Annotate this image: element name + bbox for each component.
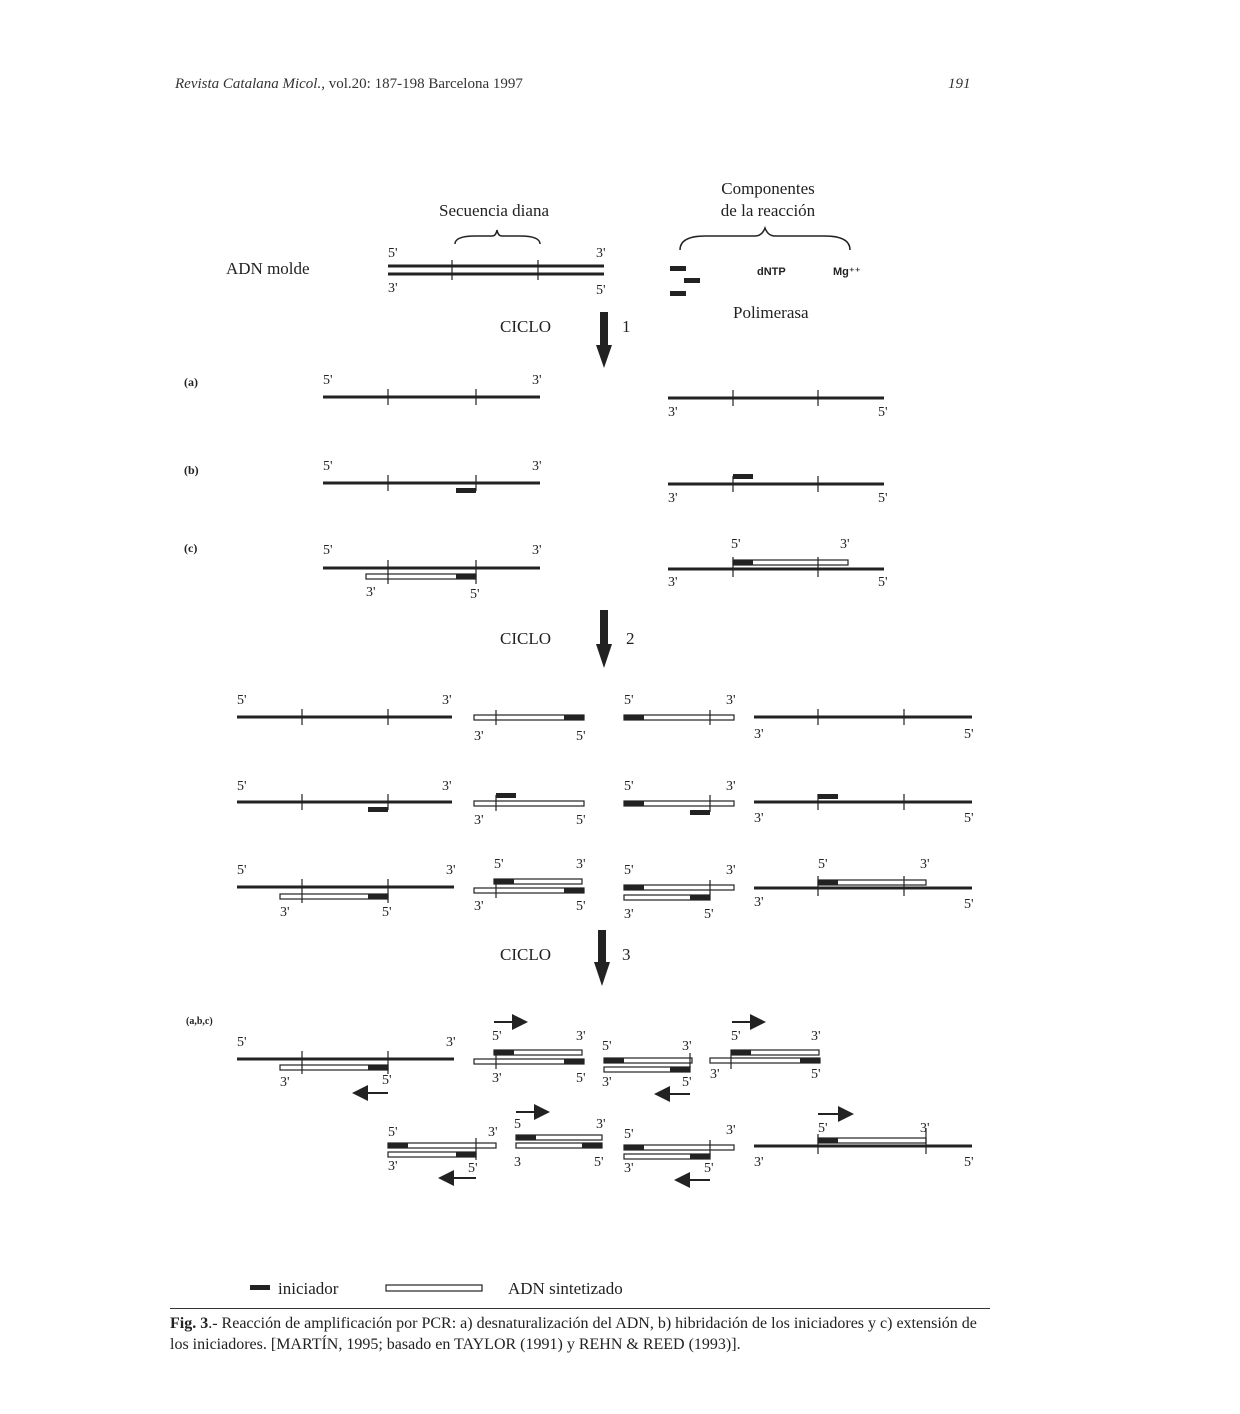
label-3prime: 3' [532,543,542,558]
primer [494,879,514,884]
label-5prime: 5' [964,727,974,742]
label-3prime: 3' [668,575,678,590]
primer [733,560,753,565]
journal-name: Revista Catalana Micol., [175,76,325,92]
label-3prime: 3' [726,779,736,794]
legend-primer-swatch [250,1285,270,1290]
label-5prime: 5' [624,779,634,794]
label-3prime: 3' [388,281,398,296]
primer [624,885,644,890]
target-sequence-label: Secuencia diana [439,201,549,220]
primer [388,1143,408,1148]
primer [582,1143,602,1148]
label-5prime: 5' [878,405,888,420]
label-5prime: 5' [576,813,586,828]
primer [368,894,388,899]
step-b-label: (b) [184,463,199,477]
label-3prime: 3' [668,405,678,420]
label-5prime: 5' [964,1155,974,1170]
primer [494,1050,514,1055]
primer-symbol [684,278,700,283]
label-3prime: 3' [492,1071,502,1086]
primer [624,1145,644,1150]
label-3prime: 3' [576,1029,586,1044]
label-3prime: 3' [754,895,764,910]
primer [368,1065,388,1070]
label-5prime: 5' [388,246,398,261]
label-5prime: 5' [382,1073,392,1088]
page-number: 191 [948,76,971,92]
primer [690,895,710,900]
mg-label: Mg⁺⁺ [833,266,861,278]
label-3prime: 3' [596,1117,606,1132]
step-abc-label: (a,b,c) [186,1016,213,1027]
primer [368,807,388,812]
label-5prime: 5' [818,1121,828,1136]
label-5prime: 5' [624,1127,634,1142]
label-3prime: 3' [596,246,606,261]
legend-synth-swatch [386,1285,482,1291]
primer [731,1050,751,1055]
label-5prime: 5' [596,283,606,298]
primer [818,794,838,799]
cycle-3-number: 3 [622,945,631,964]
label-5prime: 5' [323,459,333,474]
label-5prime: 5' [964,897,974,912]
primer [564,888,584,893]
label-3prime: 3' [754,727,764,742]
dntp-label: dNTP [757,266,786,278]
label-5prime: 5' [494,857,504,872]
label-3prime: 3' [474,729,484,744]
label-5prime: 5' [237,1035,247,1050]
step-a-label: (a) [184,375,198,389]
caption-text: .- Reacción de amplificación por PCR: a) desnaturalización del ADN, b) hibridación de los iniciadores y c) extensión de los iniciadores. [MARTÍN, 1995; basado en TAYLOR (1991) y REHN & REED (1993)]. [170,1315,977,1353]
polymerase-label: Polimerasa [733,303,809,322]
label-5prime: 5' [731,537,741,552]
legend-primer-label: iniciador [278,1279,339,1298]
cycle-arrow-down [594,930,610,986]
primer [496,793,516,798]
cycle-1-number: 1 [622,317,631,336]
label-3prime: 3' [624,1161,634,1176]
primer [564,715,584,720]
label-5prime: 5' [470,587,480,602]
label-5prime: 5' [237,863,247,878]
volume: vol.20: [324,76,375,92]
label-3prime: 3' [710,1067,720,1082]
label-3prime: 3' [726,1123,736,1138]
components-brace [680,228,850,250]
label-5prime: 5' [468,1161,478,1176]
cycle-3-word: CICLO [500,945,551,964]
label-3prime: 3' [446,863,456,878]
label-3prime: 3' [280,905,290,920]
primer [604,1058,624,1063]
components-label-1: Componentes [721,179,815,198]
primer [456,574,476,579]
label-3prime: 3' [388,1159,398,1174]
label-5prime: 5' [388,1125,398,1140]
label-3prime: 3' [668,491,678,506]
legend-synth-label: ADN sintetizado [508,1279,623,1298]
label-5prime: 5' [624,693,634,708]
cycle-2-number: 2 [626,629,635,648]
pages-place-year: 187-198 Barcelona 1997 [374,76,523,92]
label-3prime: 3' [624,907,634,922]
label-3prime: 3 [514,1155,521,1170]
label-3prime: 3' [366,585,376,600]
primer [818,1138,838,1143]
primer [624,801,644,806]
label-5prime: 5' [382,905,392,920]
label-3prime: 3' [726,693,736,708]
label-5prime: 5' [576,1071,586,1086]
step-c-label: (c) [184,541,198,555]
label-5prime: 5' [878,491,888,506]
cycle-1-word: CICLO [500,317,551,336]
target-brace [455,230,540,244]
figure-label: Fig. 3 [170,1315,209,1332]
cycle-arrow-down [596,312,612,368]
primer [624,715,644,720]
label-3prime: 3' [576,857,586,872]
primer [690,810,710,815]
synthesized-dna [474,801,584,806]
primer [690,1154,710,1159]
label-5prime: 5 [514,1117,521,1132]
primer [456,1152,476,1157]
label-5prime: 5' [731,1029,741,1044]
label-3prime: 3' [840,537,850,552]
label-3prime: 3' [811,1029,821,1044]
primer [456,488,476,493]
cycle-arrow-down [596,610,612,668]
template-dna-label: ADN molde [226,259,310,278]
label-5prime: 5' [624,863,634,878]
label-5prime: 5' [594,1155,604,1170]
label-5prime: 5' [682,1075,692,1090]
primer [564,1059,584,1064]
label-5prime: 5' [576,729,586,744]
label-5prime: 5' [704,1161,714,1176]
label-5prime: 5' [818,857,828,872]
label-3prime: 3' [920,857,930,872]
label-3prime: 3' [754,1155,764,1170]
label-5prime: 5' [602,1039,612,1054]
figure-caption [170,1308,990,1355]
label-3prime: 3' [532,373,542,388]
label-3prime: 3' [442,693,452,708]
primer [733,474,753,479]
primer-symbol [670,266,686,271]
label-3prime: 3' [602,1075,612,1090]
label-5prime: 5' [964,811,974,826]
primer [670,1067,690,1072]
label-3prime: 3' [446,1035,456,1050]
primer [818,880,838,885]
cycle-2-word: CICLO [500,629,551,648]
label-5prime: 5' [492,1029,502,1044]
label-5prime: 5' [704,907,714,922]
label-3prime: 3' [488,1125,498,1140]
label-5prime: 5' [811,1067,821,1082]
primer [800,1058,820,1063]
label-5prime: 5' [237,779,247,794]
label-5prime: 5' [323,543,333,558]
label-3prime: 3' [682,1039,692,1054]
label-5prime: 5' [576,899,586,914]
label-5prime: 5' [878,575,888,590]
primer-symbol [670,291,686,296]
label-3prime: 3' [726,863,736,878]
label-3prime: 3' [280,1075,290,1090]
label-3prime: 3' [474,813,484,828]
label-3prime: 3' [754,811,764,826]
components-label-2: de la reacción [720,201,816,220]
label-5prime: 5' [237,693,247,708]
label-5prime: 5' [323,373,333,388]
label-3prime: 3' [474,899,484,914]
label-3prime: 3' [532,459,542,474]
primer [516,1135,536,1140]
label-3prime: 3' [442,779,452,794]
label-3prime: 3' [920,1121,930,1136]
